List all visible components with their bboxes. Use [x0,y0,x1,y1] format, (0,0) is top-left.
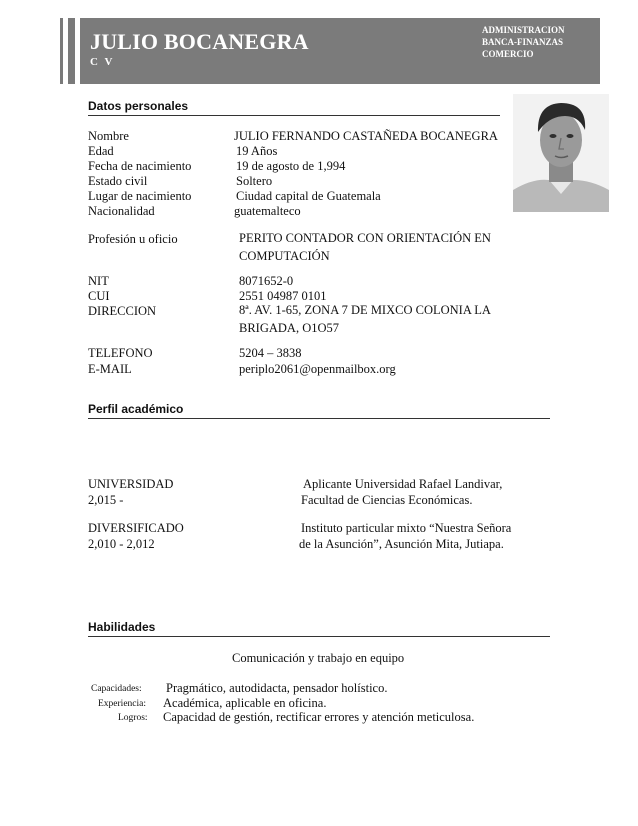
academic-years-university: 2,015 - [88,493,124,507]
field-label-address: DIRECCION [88,304,157,318]
field-value-age: 19 Años [236,144,278,158]
specialties-list [482,24,565,60]
field-label-profession: Profesión u oficio [88,232,178,246]
skill-label-achievements: Logros: [118,713,148,723]
field-label-cui: CUI [88,289,110,303]
academic-detail-diversified-line2: de la Asunción”, Asunción Mita, Jutiapa. [299,537,504,551]
field-value-phone: 5204 – 3838 [239,346,302,360]
skill-value-achievements: Capacidad de gestión, rectificar errores y atención meticulosa. [163,710,475,724]
cv-label: C V [90,56,115,68]
header-accent-bar-thin [60,18,63,84]
academic-detail-university-line1: Aplicante Universidad Rafael Landivar, [303,477,503,491]
section-divider [88,636,550,637]
field-label-phone: TELEFONO [88,346,153,360]
field-value-name: JULIO FERNANDO CASTAÑEDA BOCANEGRA [234,129,498,143]
skills-headline: Comunicación y trabajo en equipo [232,651,405,665]
field-label-age: Edad [88,144,114,158]
academic-label-university: UNIVERSIDAD [88,477,174,491]
skill-value-capabilities: Pragmático, autodidacta, pensador holístico. [166,681,388,695]
academic-detail-university-line2: Facultad de Ciencias Económicas. [301,493,473,507]
academic-years-diversified: 2,010 - 2,012 [88,537,155,551]
section-title-skills: Habilidades [88,620,156,634]
header-band [80,18,600,84]
candidate-name-title: JULIO BOCANEGRA [90,29,309,54]
academic-label-diversified: DIVERSIFICADO [88,521,184,535]
header-accent-bar-thick [68,18,75,84]
field-label-birthdate: Fecha de nacimiento [88,159,192,173]
specialty-item: COMERCIO [482,49,534,59]
section-divider [88,115,500,116]
profile-photo-image [513,94,609,212]
field-value-marital-status: Soltero [236,174,273,188]
field-value-address: 8ª. AV. 1-65, ZONA 7 DE MIXCO COLONIA LA BRIGADA, O1O57 [239,303,491,335]
field-value-profession: PERITO CONTADOR CON ORIENTACIÓN EN COMPUTACIÓN [239,231,491,263]
field-value-nit: 8071652-0 [239,274,294,288]
field-value-birthdate: 19 de agosto de 1,994 [236,159,346,173]
skill-value-experience: Académica, aplicable en oficina. [163,696,327,710]
field-label-nit: NIT [88,274,109,288]
field-value-birthplace: Ciudad capital de Guatemala [236,189,381,203]
skill-label-experience: Experiencia: [98,699,147,709]
field-value-email: periplo2061@openmailbox.org [239,362,396,376]
field-label-email: E-MAIL [88,362,132,376]
field-label-birthplace: Lugar de nacimiento [88,189,192,203]
specialty-item: BANCA-FINANZAS [482,37,564,47]
field-label-name: Nombre [88,129,129,143]
section-divider [88,418,550,419]
field-value-nationality: guatemalteco [234,204,301,218]
section-title-academic: Perfil académico [88,402,184,416]
profile-photo [513,94,609,212]
section-title-personal: Datos personales [88,99,189,113]
field-label-nationality: Nacionalidad [88,204,155,218]
field-label-marital-status: Estado civil [88,174,148,188]
academic-detail-diversified-line1: Instituto particular mixto “Nuestra Señora [301,521,512,535]
specialty-item: ADMINISTRACION [482,25,565,35]
skill-label-capabilities: Capacidades: [91,684,142,694]
field-value-cui: 2551 04987 0101 [239,289,327,303]
